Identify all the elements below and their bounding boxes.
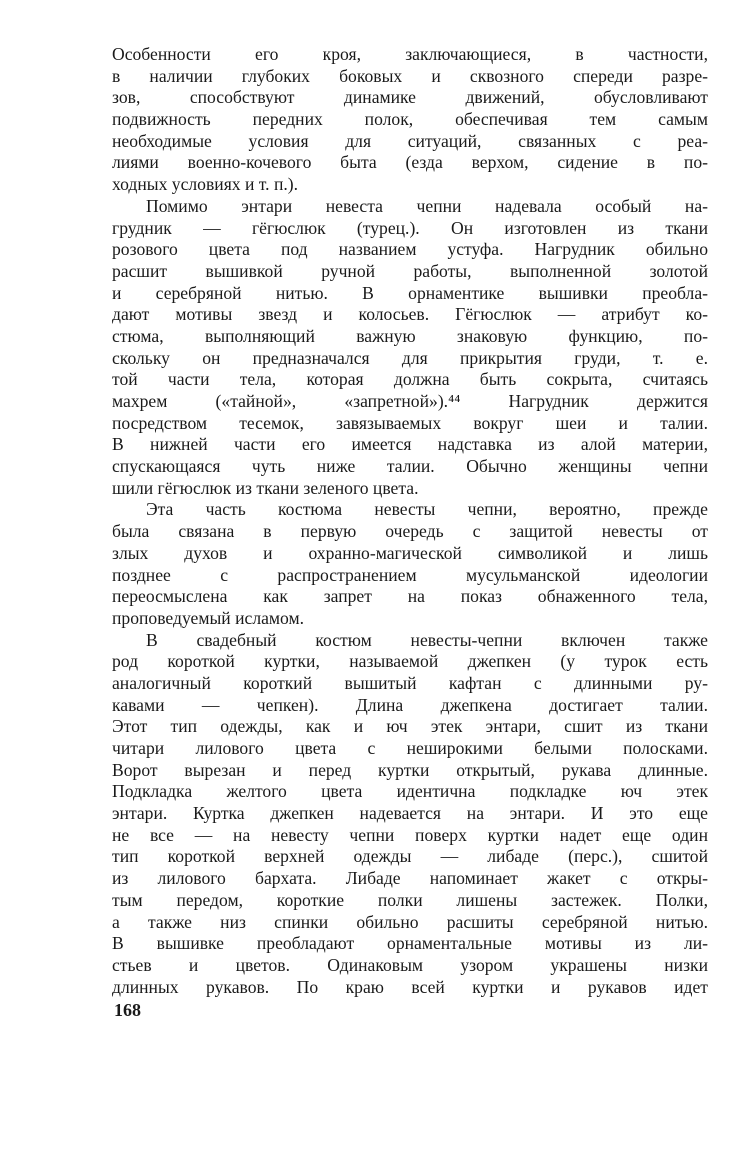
text-line: расшит вышивкой ручной работы, выполненной золотой (112, 260, 708, 281)
text-line: спускающаяся чуть ниже талии. Обычно женщины чепни (112, 456, 708, 477)
text-line: в наличии глубоких боковых и сквозного спереди разре- (112, 65, 708, 86)
text-line: злых духов и охранно-магической символикой и лишь (112, 542, 708, 563)
text-line: кавами — чепкен). Длина джепкена достигает талии. (112, 694, 708, 715)
paragraph-3 (112, 499, 708, 629)
text-line: длинных рукавов. По краю всей куртки и рукавов идет (112, 976, 708, 997)
text-line: зов, способствуют динамике движений, обусловливают (112, 87, 708, 108)
text-line: а также низ спинки обильно расшиты серебряной нитью. (112, 911, 708, 932)
text-line: аналогичный короткий вышитый кафтан с длинными ру- (112, 672, 708, 693)
text-line: Эта часть костюма невесты чепни, вероятно, прежде (146, 499, 708, 520)
text-line: Подкладка желтого цвета идентична подкладке юч этек (112, 781, 708, 802)
text-line: не все — на невесту чепни поверх куртки надет еще один (112, 824, 708, 845)
text-line: той части тела, которая должна быть сокрыта, считаясь (112, 369, 708, 390)
text-line: махрем («тайной», «запретной»).⁴⁴ Нагрудник держится (112, 391, 708, 411)
text-line: проповедуемый исламом. (112, 607, 305, 628)
text-line: Особенности его кроя, заключающиеся, в частности, (112, 44, 708, 64)
paragraph-2 (112, 196, 708, 500)
text-line: В свадебный костюм невесты-чепни включен также (146, 629, 708, 650)
text-line: из лилового бархата. Либаде напоминает жакет с откры- (112, 868, 708, 889)
text-line: тым передом, короткие полки лишены застежек. Полки, (112, 889, 708, 910)
text-line: Помимо энтари невеста чепни надевала особый на- (146, 195, 708, 216)
text-line: посредством тесемок, завязываемых вокруг шеи и талии. (112, 412, 708, 433)
text-line: тип короткой верхней одежды — либаде (перс.), сшитой (112, 846, 708, 867)
paragraph-4 (112, 630, 708, 999)
text-line: Ворот вырезан и перед куртки открытый, рукава длинные. (112, 759, 708, 780)
text-line: лиями военно-кочевого быта (езда верхом, сидение в по- (112, 152, 708, 173)
text-line: ходных условиях и т. п.). (112, 174, 299, 195)
page-number: 168 (114, 1000, 141, 1020)
text-line: подвижность передних полок, обеспечивая тем самым (112, 109, 708, 130)
page-text (112, 44, 708, 998)
text-line: стьев и цветов. Одинаковым узором украшены низки (112, 954, 708, 975)
text-line: была связана в первую очередь с защитой невесты от (112, 521, 708, 542)
text-line: дают мотивы звезд и колосьев. Гёгюслюк — атрибут ко- (112, 304, 708, 325)
text-line: необходимые условия для ситуаций, связанных с реа- (112, 130, 708, 151)
text-line: стюма, выполняющий важную знаковую функцию, по- (112, 325, 708, 346)
text-line: грудник — гёгюслюк (турец.). Он изготовлен из ткани (112, 217, 708, 238)
text-line: род короткой куртки, называемой джепкен (у турок есть (112, 651, 708, 672)
text-line: и серебряной нитью. В орнаментике вышивки преобла- (112, 282, 708, 303)
text-line: шили гёгюслюк из ткани зеленого цвета. (112, 477, 419, 498)
text-line: позднее с распространением мусульманской идеологии (112, 564, 708, 585)
text-line: Этот тип одежды, как и юч этек энтари, сшит из ткани (112, 716, 708, 737)
paragraph-1 (112, 44, 708, 196)
text-line: В вышивке преобладают орнаментальные мотивы из ли- (112, 933, 708, 954)
text-line: энтари. Куртка джепкен надевается на энтари. И это еще (112, 803, 708, 824)
text-line: розового цвета под названием устуфа. Нагрудник обильно (112, 239, 708, 260)
text-line: В нижней части его имеется надставка из алой материи, (112, 434, 708, 455)
text-line: переосмыслена как запрет на показ обнаженного тела, (112, 586, 708, 607)
text-line: скольку он предназначался для прикрытия груди, т. е. (112, 347, 708, 368)
text-line: читари лилового цвета с неширокими белыми полосками. (112, 738, 708, 758)
